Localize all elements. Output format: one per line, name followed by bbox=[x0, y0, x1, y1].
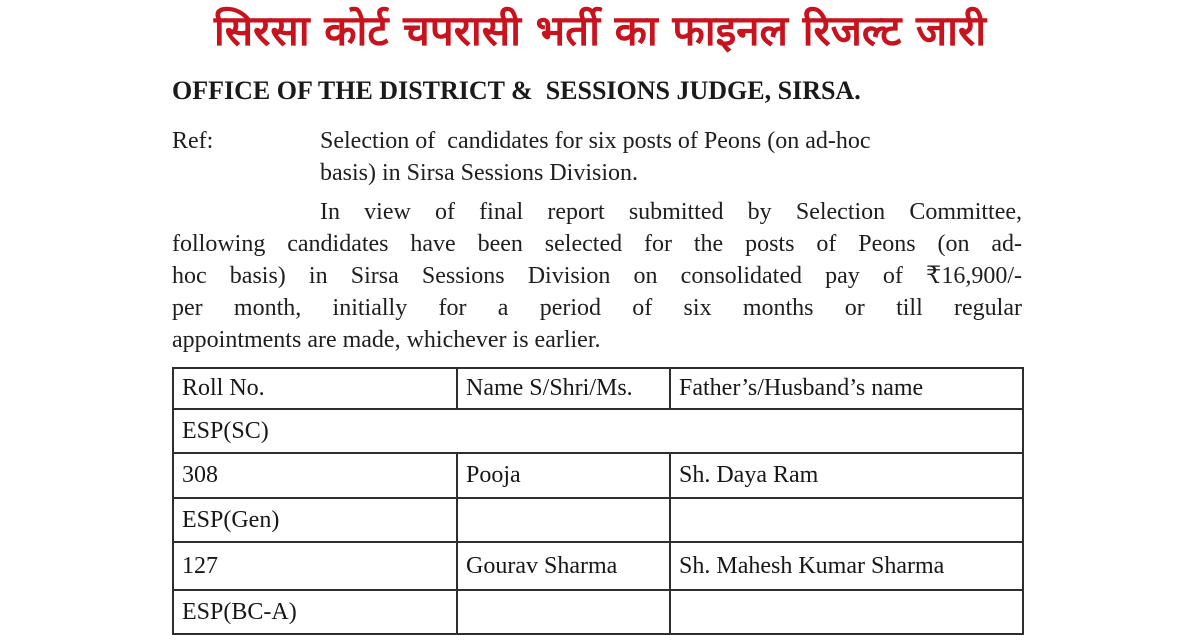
cell-empty bbox=[457, 498, 670, 542]
document-content bbox=[172, 0, 1022, 628]
category-row-esp-bc-a bbox=[173, 590, 1023, 634]
ref-line: basis) in Sirsa Sessions Division. bbox=[320, 160, 639, 186]
result-table bbox=[172, 367, 1024, 635]
paragraph-line: In view of final report submitted by Selection Committee, bbox=[320, 199, 1022, 225]
cell-empty bbox=[457, 590, 670, 634]
category-row-esp-gen bbox=[173, 498, 1023, 542]
ref-label: Ref: bbox=[172, 128, 214, 154]
category-label: ESP(Gen) bbox=[173, 498, 457, 542]
ref-text bbox=[320, 125, 1022, 189]
headline-hindi: सिरसा कोर्ट चपरासी भर्ती का फाइनल रिजल्ट जारी bbox=[213, 6, 987, 55]
header-roll-no: Roll No. bbox=[173, 368, 457, 409]
paragraph-line: following candidates have been selected for the posts of Peons (on ad- bbox=[172, 231, 1022, 257]
category-label: ESP(BC-A) bbox=[173, 590, 457, 634]
header-father-husband-name: Father’s/Husband’s name bbox=[670, 368, 1023, 409]
table-header-row bbox=[173, 368, 1023, 409]
cell-empty bbox=[670, 590, 1023, 634]
header-name: Name S/Shri/Ms. bbox=[457, 368, 670, 409]
cell-roll-no: 308 bbox=[173, 453, 457, 498]
paragraph-line: hoc basis) in Sirsa Sessions Division on consolidated pay of ₹16,900/- bbox=[172, 263, 1022, 289]
ref-line: Selection of candidates for six posts of Peons (on ad-hoc bbox=[320, 128, 871, 154]
paragraph-line: appointments are made, whichever is earlier. bbox=[172, 327, 601, 353]
paragraph-line: per month, initially for a period of six months or till regular bbox=[172, 295, 1022, 321]
office-title: OFFICE OF THE DISTRICT & SESSIONS JUDGE, SIRSA. bbox=[172, 76, 861, 105]
table-row bbox=[173, 453, 1023, 498]
cell-father-name: Sh. Daya Ram bbox=[670, 453, 1023, 498]
cell-empty bbox=[670, 498, 1023, 542]
category-label: ESP(SC) bbox=[173, 409, 1023, 453]
category-row-esp-sc bbox=[173, 409, 1023, 453]
cell-father-name: Sh. Mahesh Kumar Sharma bbox=[670, 542, 1023, 590]
body-paragraph bbox=[172, 196, 1022, 356]
cell-roll-no: 127 bbox=[173, 542, 457, 590]
table-row bbox=[173, 542, 1023, 590]
ref-section bbox=[172, 125, 1022, 189]
cell-name: Gourav Sharma bbox=[457, 542, 670, 590]
cell-name: Pooja bbox=[457, 453, 670, 498]
